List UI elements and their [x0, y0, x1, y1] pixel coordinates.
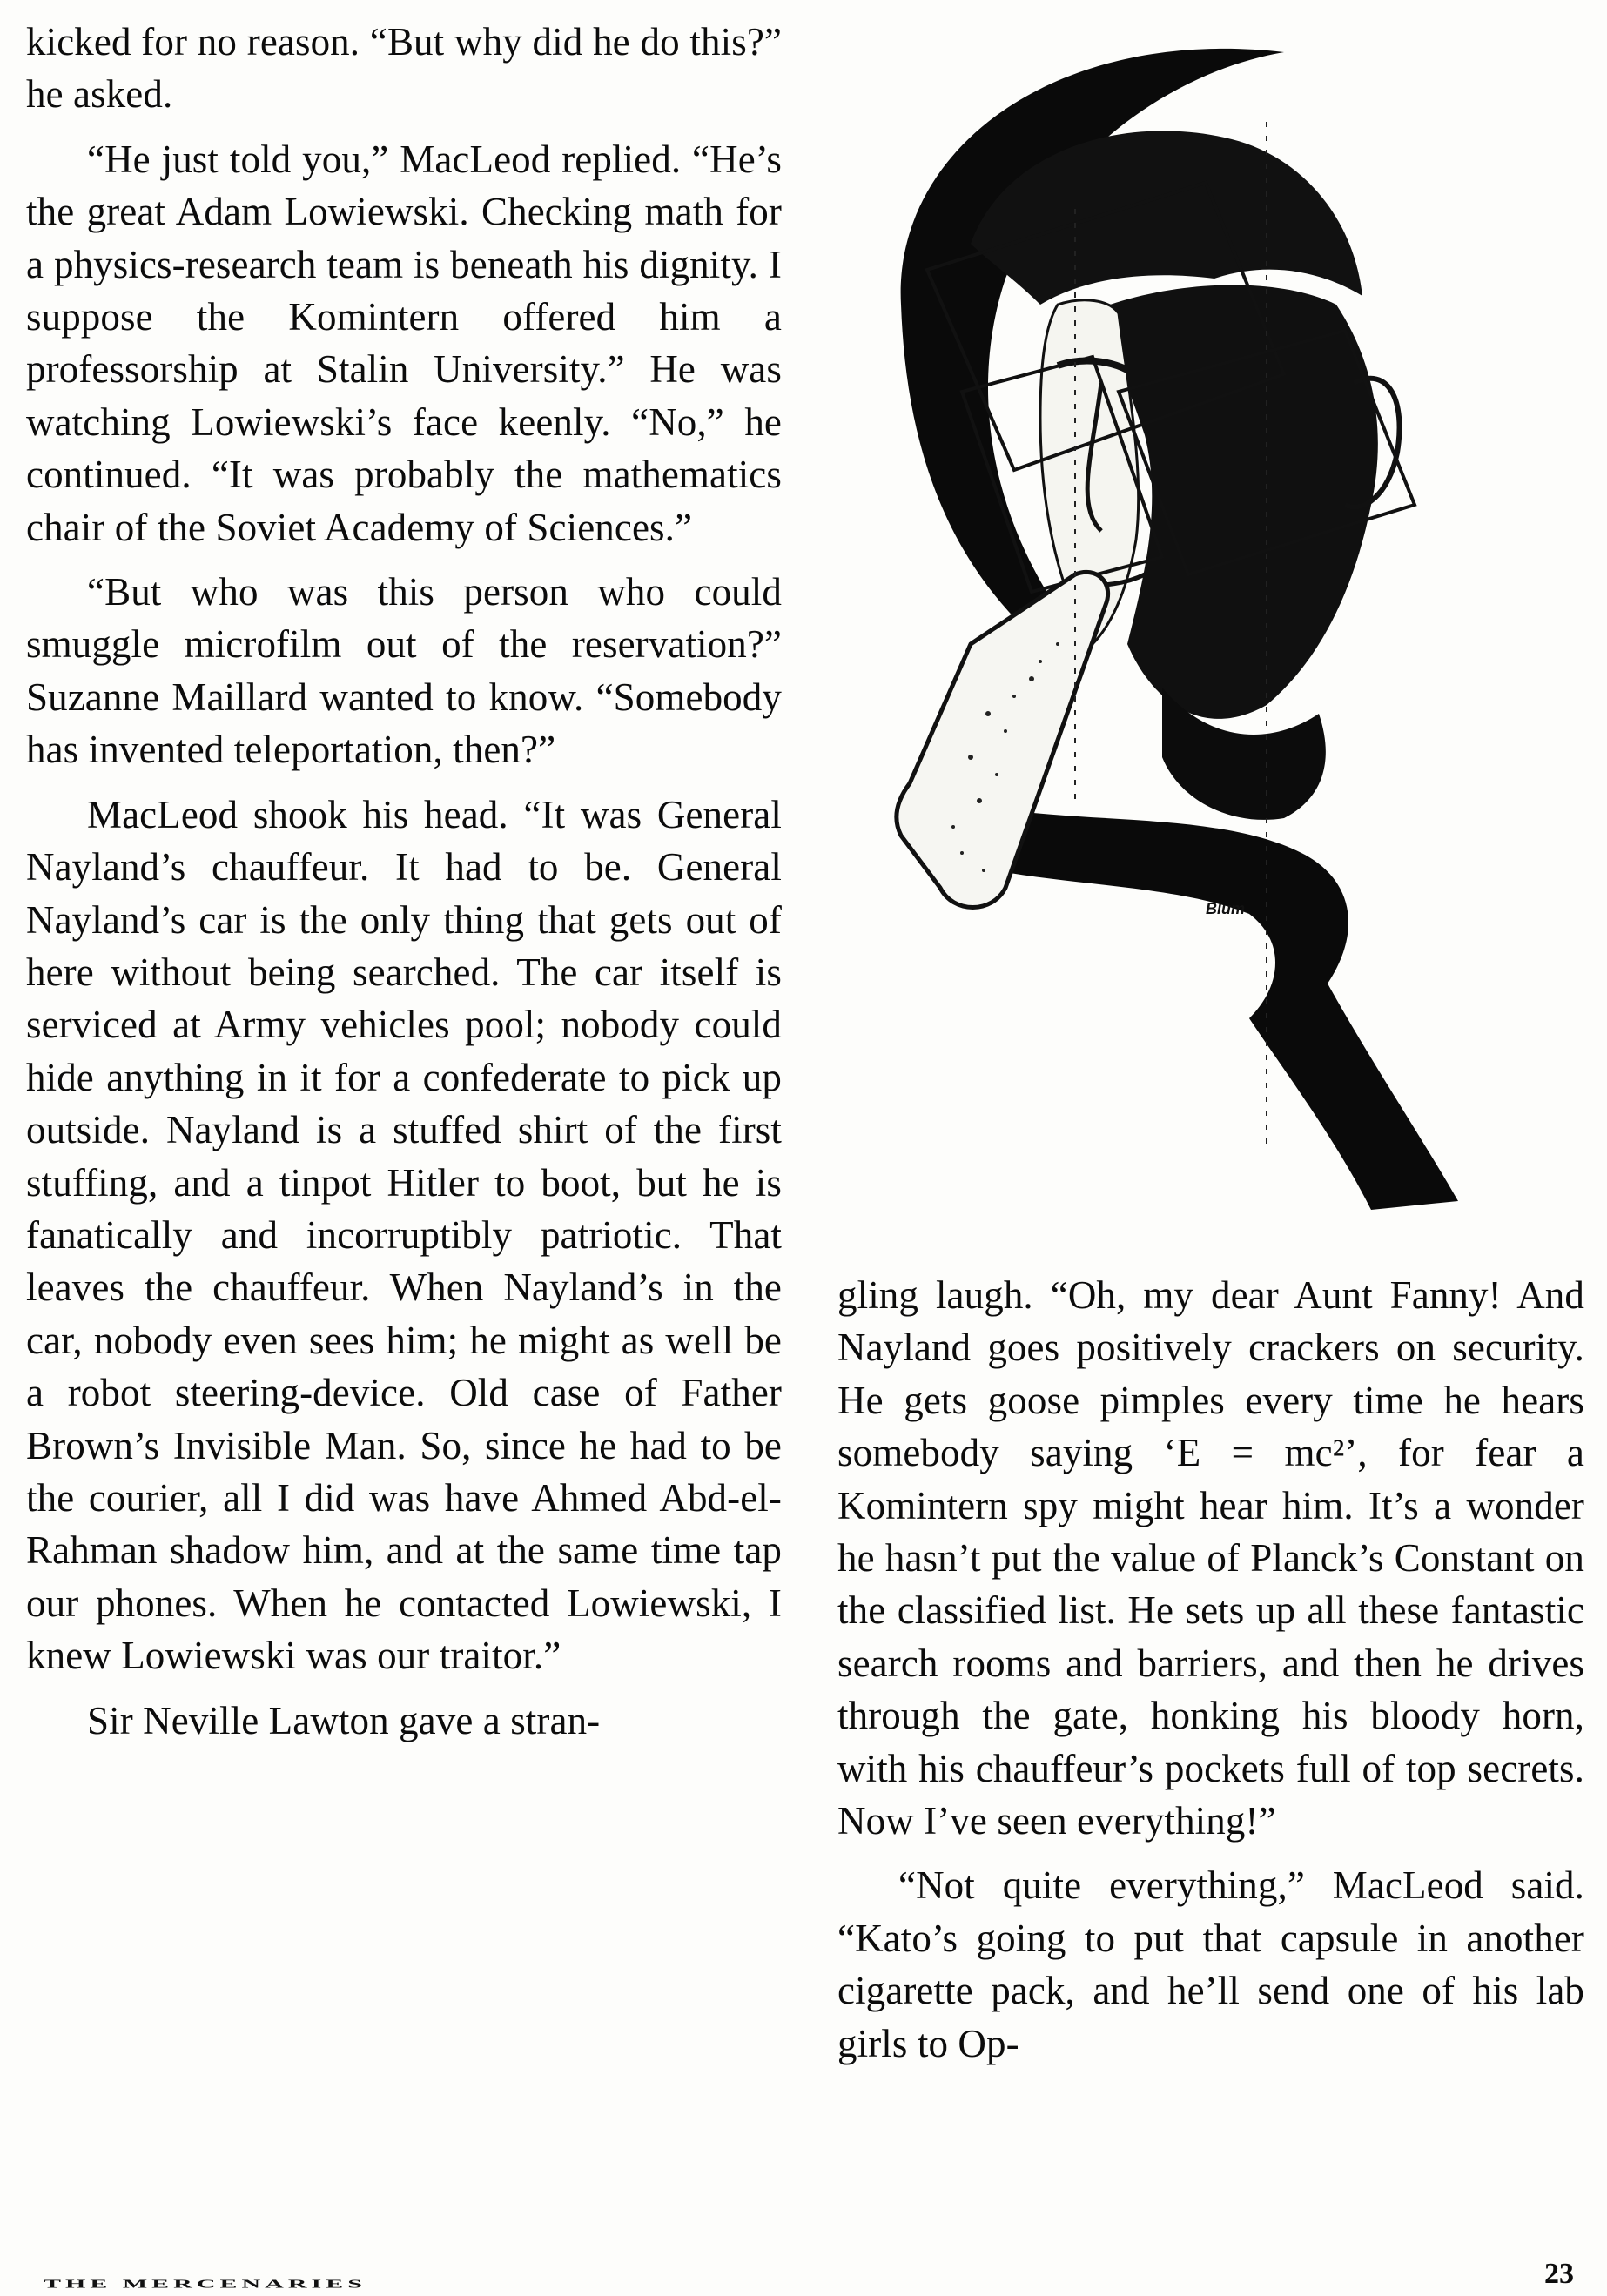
paragraph: kicked for no reason. “But why did he do this?” he asked. [26, 20, 782, 117]
page-footer [44, 2256, 1581, 2291]
paragraph: “He just told you,” MacLeod replied. “He’s the great Adam Lowiewski. Checking math for a physics-research team is beneath his dignity. I suppose the Komintern offered him a professorship at Stalin University.” He was watching Lowiewski’s face keenly. “No,” he continued. “It was probably the mathematics chair of the Soviet Academy of Sciences.” [26, 137, 782, 549]
running-head: THE MERCENARIES [44, 2277, 366, 2291]
face-shadow [1110, 285, 1378, 719]
paragraph: Sir Neville Lawton gave a stran- [87, 1698, 601, 1742]
paragraph: gling laugh. “Oh, my dear Aunt Fanny! And Nayland goes positively crackers on security. He gets goose pimples every time he hears somebody saying ‘E = mc²’, for fear a Komintern spy might hear him. It’s a wonder he hasn’t put the value of Planck’s Constant on the classified list. He sets up all these fantastic search rooms and barriers, and then he drives through the gate, honking his bloody horn, with his chauffeur’s pockets full of top secrets. Now I’ve seen everything!” [837, 1273, 1584, 1843]
paragraph: “Not quite everything,” MacLeod said. “Kato’s going to put that capsule in another cigarette pack, and he’ll send one of his lab girls to Op- [837, 1863, 1584, 2065]
paragraph: MacLeod shook his head. “It was General Nayland’s chauffeur. It had to be. General Nayland’s car is the only thing that gets out of here without being searched. The car itself is serviced at Army vehicles pool; nobody could hide anything in it for a confederate to pick up outside. Nayland is a stuffed shirt of the first stuffing, and a tinpot Hitler to boot, but he is fanatically and incorruptibly patriotic. That leaves the chauffeur. When Nayland’s in the car, nobody even sees him; he might as well be a robot steering-device. Old case of Father Brown’s Invisible Man. So, since he had to be the courier, all I did was have Ahmed Abd-el-Rahman shadow him, and at the same time tap our phones. When he contacted Lowiewski, I knew Lowiewski was our traitor.” [26, 792, 782, 1678]
story-illustration [797, 17, 1589, 1253]
artist-signature: Blum [1206, 900, 1245, 917]
portrait-drawing [797, 17, 1589, 1253]
left-text-column [26, 16, 782, 1747]
right-text-column [837, 1269, 1584, 2070]
paragraph: “But who was this person who could smuggle microfilm out of the reservation?” Suzanne Maillard wanted to know. “Somebody has invented teleportation, then?” [26, 570, 782, 772]
page-number: 23 [1544, 2258, 1574, 2290]
